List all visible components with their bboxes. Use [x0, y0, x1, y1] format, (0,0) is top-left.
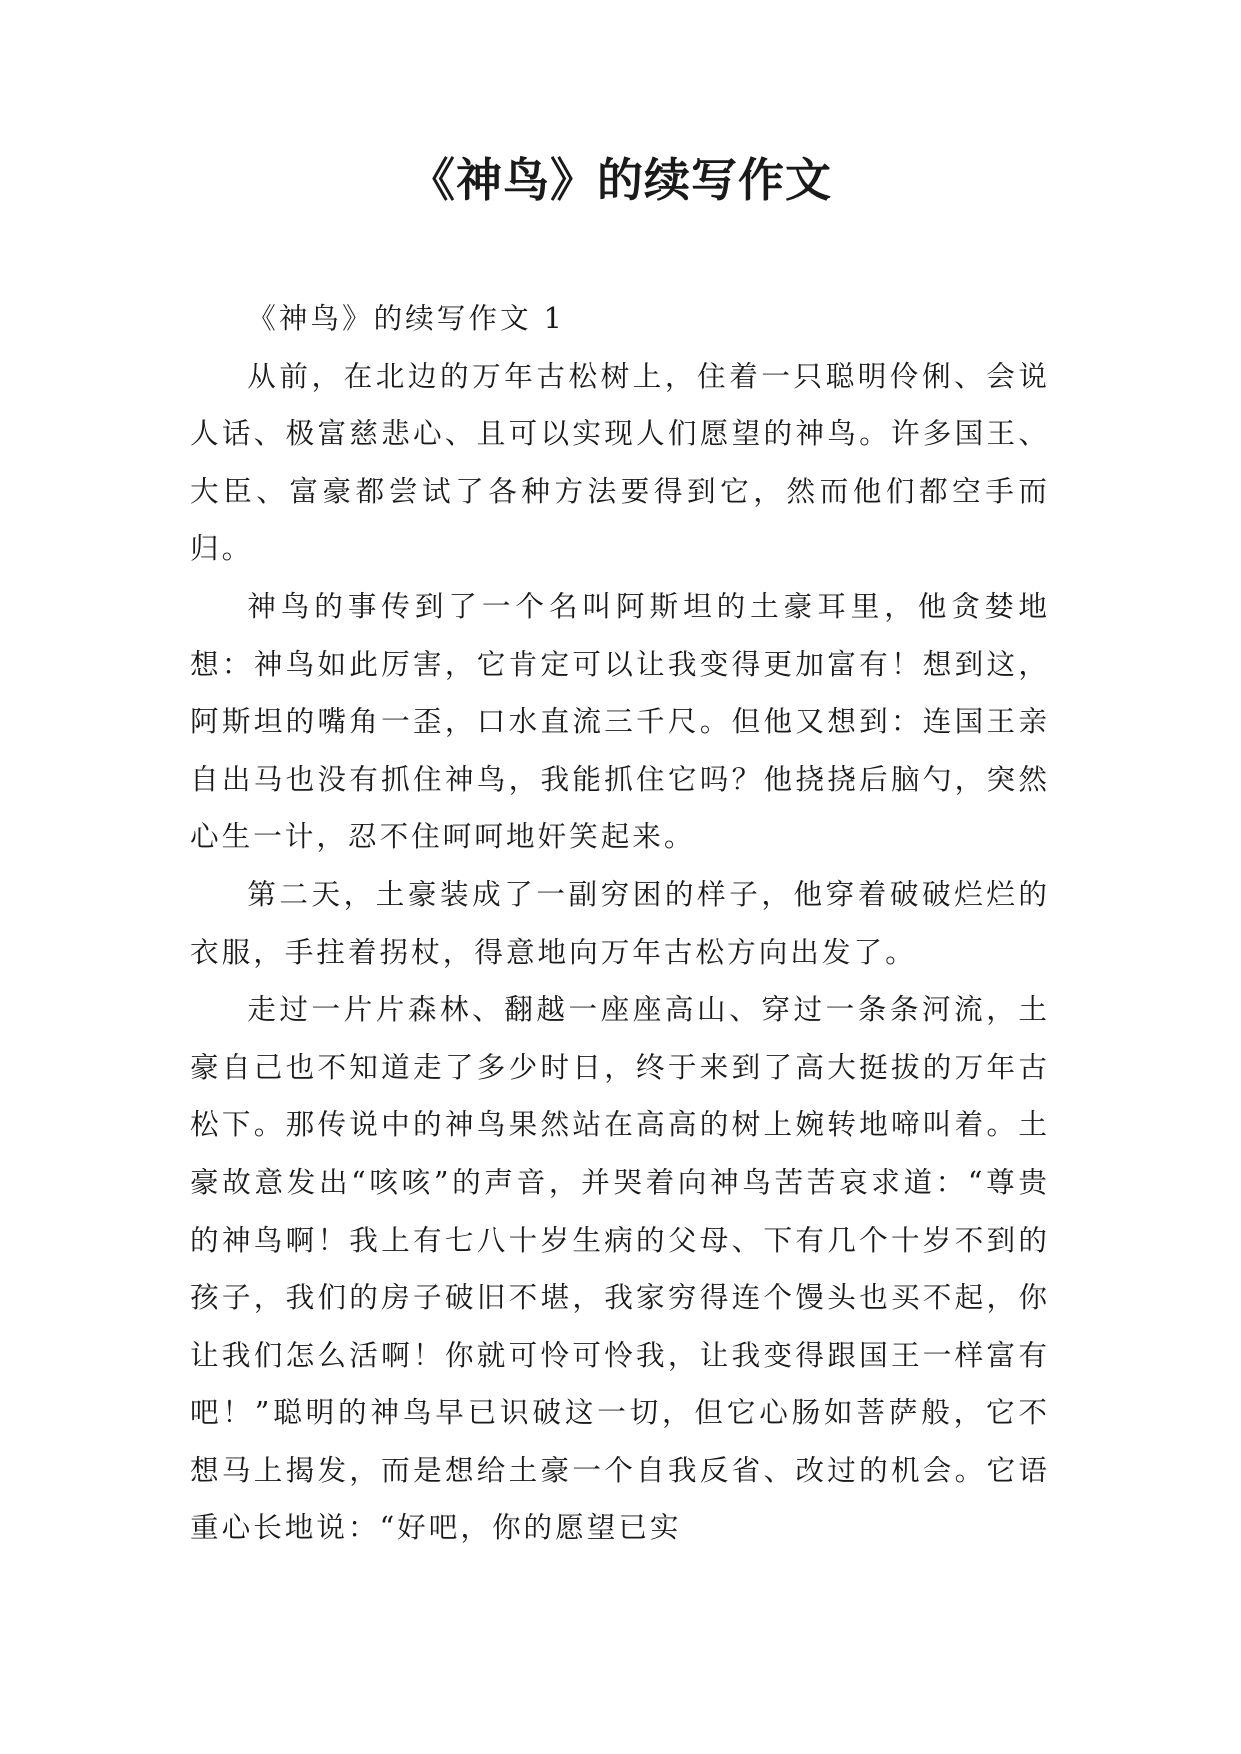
paragraph: 走过一片片森林、翻越一座座高山、穿过一条条河流，土豪自己也不知道走了多少时日，终于来到了高大挺拔的万年古松下。那传说中的神鸟果然站在高高的树上婉转地啼叫着。土豪故意发出“咳咳”的声音，并哭着向神鸟苦苦哀求道：“尊贵的神鸟啊！我上有七八十岁生病的父母、下有几个十岁不到的孩子，我们的房子破旧不堪，我家穷得连个馒头也买不起，你让我们怎么活啊！你就可怜可怜我，让我变得跟国王一样富有吧！”聪明的神鸟早已识破这一切，但它心肠如菩萨般，它不想马上揭发，而是想给土豪一个自我反省、改过的机会。它语重心长地说：“好吧，你的愿望已实 [190, 992, 1050, 1545]
document-body [190, 290, 1050, 1557]
paragraph: 第二天，土豪装成了一副穷困的样子，他穿着破破烂烂的衣服，手拄着拐杖，得意地向万年古松方向出发了。 [190, 876, 1050, 969]
document-title: 《神鸟》的续写作文 [409, 153, 832, 207]
paragraph: 从前，在北边的万年古松树上，住着一只聪明伶俐、会说人话、极富慈悲心、且可以实现人们愿望的神鸟。许多国王、大臣、富豪都尝试了各种方法要得到它，然而他们都空手而归。 [190, 358, 1050, 566]
paragraph: 神鸟的事传到了一个名叫阿斯坦的土豪耳里，他贪婪地想：神鸟如此厉害，它肯定可以让我变得更加富有！想到这，阿斯坦的嘴角一歪，口水直流三千尺。但他又想到：连国王亲自出马也没有抓住神鸟，我能抓住它吗？他挠挠后脑勺，突然心生一计，忍不住呵呵地奸笑起来。 [190, 588, 1050, 854]
section-heading: 《神鸟》的续写作文 1 [247, 301, 565, 335]
